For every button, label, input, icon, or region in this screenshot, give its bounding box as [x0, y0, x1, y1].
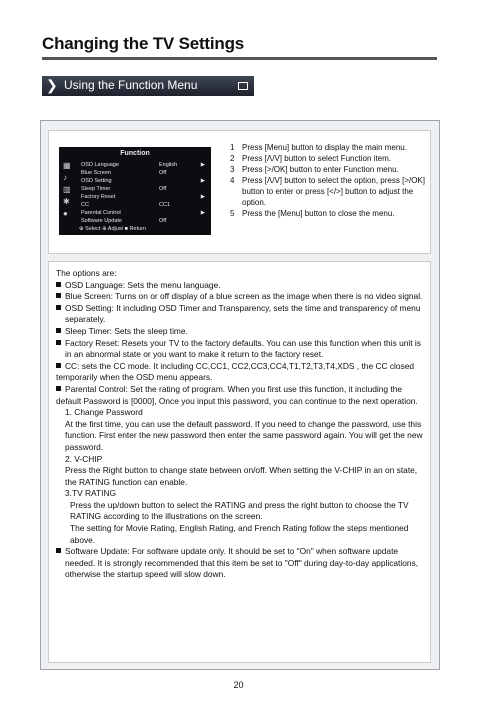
section-title: Using the Function Menu [64, 78, 198, 92]
subheading: 2. V-CHIP [65, 453, 103, 464]
option-item: OSD Language: Sets the menu language. [56, 280, 428, 292]
step-item: 4 Press [Λ/V] button to select the option, press [>/OK] button to enter or press [</>] button to adjust the option. [230, 176, 425, 207]
paragraph: The setting for Movie Rating, English Rating, and French Rating follow the steps mentioned above. [70, 523, 409, 545]
page-number: 20 [233, 680, 244, 690]
osd-menu-footer: ⊕ Select ⊕ Adjust ■ Return [79, 226, 146, 232]
page-title: Changing the TV Settings [42, 34, 245, 53]
osd-row: Sleep Timer Off [81, 186, 167, 192]
function-icon: ✱ [63, 197, 70, 206]
option-item: OSD Setting: It including OSD Timer and Transparency, sets the time and transparency of menu separately. [56, 303, 428, 326]
picture-icon: ▦ [63, 161, 71, 170]
paragraph: Press the up/down button to select the RATING and press the right button to choose the TV RATING according to the illustrations on the screen. [70, 499, 409, 522]
bullet-icon [56, 282, 61, 287]
step-item: 5 Press the [Menu] button to close the menu. [230, 209, 395, 218]
lock-icon: ● [63, 209, 68, 218]
osd-row: Factory Reset ▶ [81, 194, 205, 200]
option-item: Sleep Timer: Sets the sleep time. [56, 326, 428, 338]
subheading: 3.TV RATING [65, 488, 117, 499]
osd-row: Software Update Off [81, 218, 167, 224]
square-icon [238, 82, 248, 90]
option-item: Factory Reset: Resets your TV to the factory defaults. You can use this function when this unit is in an abnormal state or you want to make it return to the factory reset. [56, 338, 428, 361]
instruction-steps [230, 142, 430, 219]
option-item: Software Update: For software update only. It should be set to "On" when software update needed. It is strongly recommended that this item be set to "Off" during day-to-day applications, otherwise the startup speed will slow down. [56, 546, 428, 581]
bullet-icon [56, 363, 61, 368]
step-item: 2 Press [Λ/V] button to select Function item. [230, 154, 391, 163]
options-intro: The options are: [56, 268, 117, 278]
tv-icon: ▥ [63, 185, 71, 194]
bullet-icon [56, 293, 61, 298]
subheading: 1. Change Password [65, 407, 143, 418]
sound-icon: ♪ [63, 173, 67, 182]
paragraph: At the first time, you can use the default password. If you need to change the password, use this function. First enter the new password then enter the same password again. You will get the new password. [65, 418, 423, 452]
osd-side-icons [63, 161, 75, 221]
paragraph: Press the Right button to change state between on/off. When setting the V-CHIP in an on state, the RATING function can enable. [65, 465, 418, 487]
option-item: Parental Control: Set the rating of program. When you first use this function, it including the default Password is [0000], Once you input this password, you can continue to the next operation. [56, 383, 418, 406]
osd-row: Parental Control ▶ [81, 210, 205, 216]
osd-row: OSD Setting ▶ [81, 178, 205, 184]
chevron-right-icon: ❯ [46, 77, 58, 93]
osd-row: Blue Screen Off [81, 170, 167, 176]
osd-menu-screenshot [59, 147, 211, 235]
option-item: CC: sets the CC mode. It including CC,CC1, CC2,CC3,CC4,T1,T2,T3,T4,XDS , the CC closed temporarily when the OSD menu appears. [56, 360, 415, 383]
bullet-icon [56, 386, 61, 391]
bullet-icon [56, 305, 61, 310]
options-description [56, 268, 428, 581]
bullet-icon [56, 340, 61, 345]
option-item: Blue Screen: Turns on or off display of a blue screen as the image when there is no video signal. [56, 291, 428, 303]
title-divider [42, 57, 437, 60]
section-banner [42, 76, 254, 96]
osd-menu-title: Function [120, 150, 150, 157]
osd-row: OSD Language English ▶ [81, 162, 205, 168]
bullet-icon [56, 328, 61, 333]
step-item: 1 Press [Menu] button to display the main menu. [230, 143, 407, 152]
bullet-icon [56, 548, 61, 553]
step-item: 3 Press [>/OK] button to enter Function menu. [230, 165, 399, 174]
osd-row: CC CC1 [81, 202, 171, 208]
